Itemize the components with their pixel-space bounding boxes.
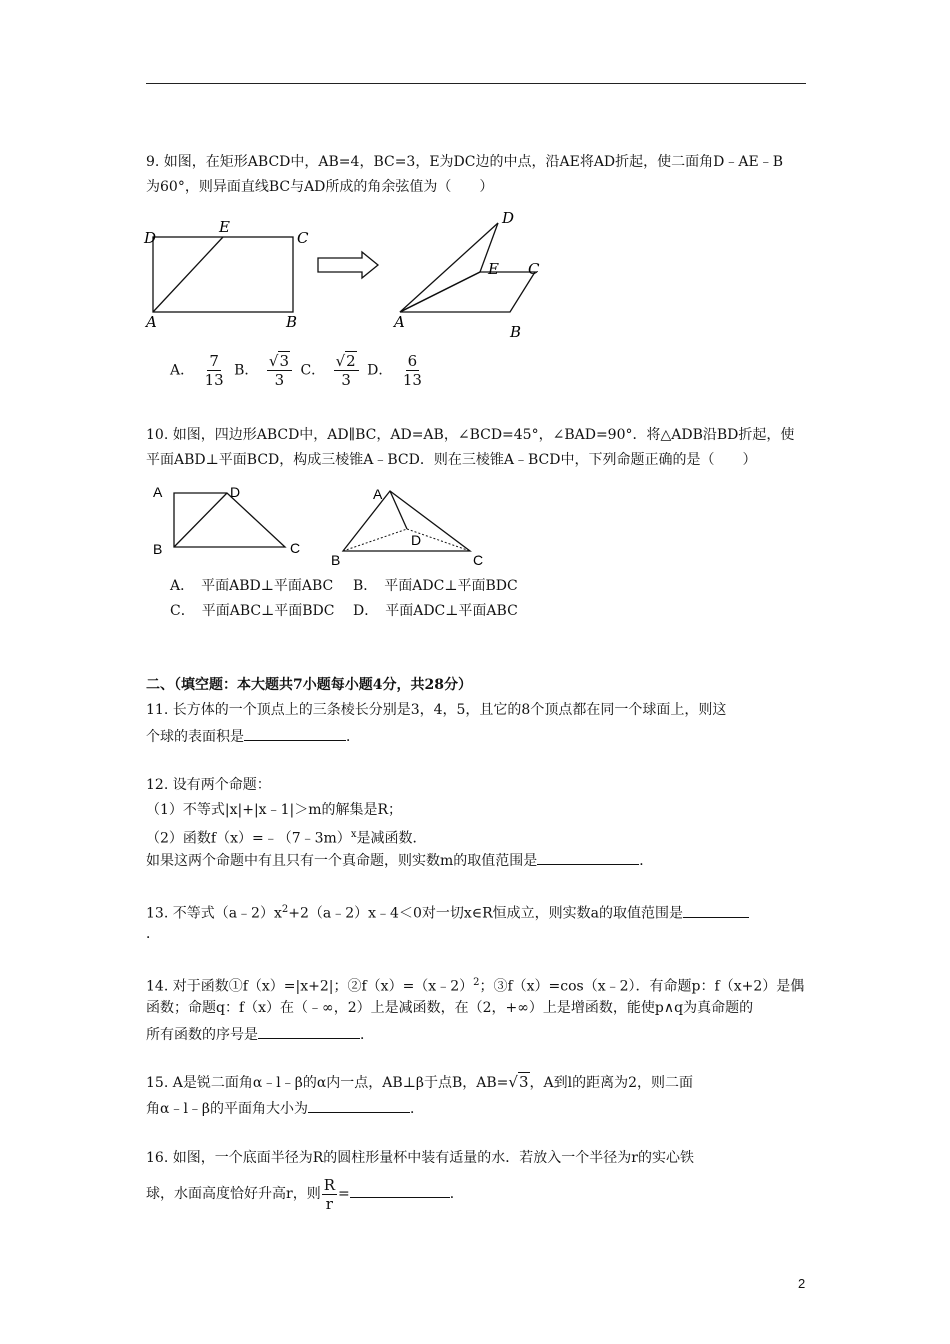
q13-line2: ． (146, 926, 160, 942)
q16-answer-blank[interactable] (350, 1182, 450, 1198)
q14-answer-blank[interactable] (258, 1023, 360, 1039)
q13-line1-b: +2（a﹣2）x﹣4＜0对一切x∈R恒成立，则实数a的取值范围是 (288, 905, 683, 922)
q9-option-a-label: A． (170, 362, 195, 379)
q13-exponent: 2 (281, 904, 289, 915)
q15-line2-text: 角α﹣l﹣β的平面角大小为 (146, 1101, 309, 1117)
q9-option-c-label: C． (300, 362, 326, 379)
q16-line1: 16. 如图，一个底面半径为R的圆柱形量杯中装有适量的水．若放入一个半径为r的实心铁 (146, 1150, 694, 1166)
q9-rectangle (153, 237, 293, 312)
q9-option-b-value (267, 352, 292, 389)
q10-label-a: A (153, 484, 163, 500)
q14-line3-text: 所有函数的序号是 (146, 1027, 258, 1043)
q16-fraction (322, 1176, 337, 1213)
q9-arrow (318, 252, 378, 278)
q9-option-c-sqrt: √2 (335, 352, 356, 370)
q10-tetra-label-a: A (373, 486, 383, 502)
q12-line1: 12. 设有两个命题： (146, 777, 271, 793)
page-number: 2 (798, 1276, 806, 1291)
q16-equals: = (338, 1186, 350, 1202)
q14-exponent: 2 (473, 977, 480, 988)
q12-line4 (146, 849, 653, 871)
q9-option-d-label: D． (367, 362, 393, 379)
q9-option-c-value (334, 352, 359, 389)
q9-option-b-rad: 3 (279, 352, 289, 370)
q9-option-c-den: 3 (341, 371, 351, 389)
q9-line2: 为60°，则异面直线BC与AD所成的角余弦值为（ ） (146, 179, 494, 195)
q11-line2 (146, 725, 360, 747)
q9-option-c-rad: 2 (346, 352, 356, 370)
q15-answer-blank[interactable] (308, 1097, 410, 1113)
q14-line2: 函数；命题q：f（x）在（﹣∞，2）上是减函数，在（2，+∞）上是增函数，能使p∧q为真命题的 (146, 1000, 754, 1016)
q14-line1 (146, 973, 804, 997)
q15-line1-a: 15. A是锐二面角α﹣l﹣β的α内一点，AB⊥β于点B，AB= (146, 1075, 509, 1091)
q14-line1-a: 14. 对于函数①f（x）=|x+2|；②f（x）=（x﹣2） (146, 978, 474, 995)
q12-line4-end: ． (639, 853, 654, 869)
q9-option-d-den: 13 (402, 371, 422, 389)
q15-sqrt: √3 (508, 1073, 529, 1091)
q10-line2: 平面ABD⊥平面BCD，构成三棱锥A﹣BCD．则在三棱锥A﹣BCD中，下列命题正确的是（ ） (146, 452, 757, 468)
q12-answer-blank[interactable] (537, 849, 639, 865)
q16-frac-num: R (323, 1175, 335, 1194)
q9-option-d-num: 6 (407, 352, 418, 370)
q15-rad: 3 (518, 1073, 529, 1091)
q9-fold-label-c: C (528, 260, 540, 278)
q9-fold-label-b: B (510, 323, 522, 341)
q9-fold-line-ae (153, 237, 223, 312)
q12-line3-end: 是减函数． (356, 830, 427, 847)
q10-hidden-bd (343, 529, 407, 551)
q14-line3 (146, 1023, 374, 1045)
q16-line2-text: 球，水面高度恰好升高r，则 (146, 1186, 321, 1202)
q12-exponent: x (350, 829, 357, 840)
q12-line4-text: 如果这两个命题中有且只有一个真命题，则实数m的取值范围是 (146, 853, 538, 869)
q10-option-c: C． 平面ABC⊥平面BDC (170, 603, 335, 619)
q10-tetra-label-c: C (473, 552, 484, 568)
q9-option-b-den: 3 (274, 371, 285, 389)
q9-figure (140, 205, 560, 345)
q9-edge-ad (400, 223, 498, 312)
q9-option-b-sqrt: √3 (268, 352, 289, 370)
q11-line2-text: 个球的表面积是 (146, 729, 244, 745)
q9-label-b: B (286, 313, 298, 331)
q16-frac-den: r (325, 1194, 333, 1213)
q13-line1 (146, 900, 749, 924)
q9-option-b-label: B． (234, 362, 259, 379)
q10-quadrilateral (174, 493, 285, 547)
q16-line2 (146, 1174, 464, 1214)
q10-option-b: B． 平面ADC⊥平面BDC (353, 578, 518, 594)
q10-option-d: D． 平面ADC⊥平面ABC (353, 603, 518, 619)
q9-options (170, 352, 428, 389)
q10-label-c: C (290, 540, 301, 556)
section2-heading: 二、（填空题：本大题共7小题每小题4分，共28分） (146, 677, 472, 693)
q15-line2 (146, 1097, 424, 1119)
q9-option-d-value (401, 352, 424, 389)
q15-line1 (146, 1072, 693, 1093)
q10-tetra-label-d: D (411, 532, 422, 548)
q10-option-a: A． 平面ABD⊥平面ABC (170, 578, 334, 594)
q12-line3 (146, 825, 426, 849)
q13-answer-blank[interactable] (683, 902, 749, 918)
q11-line1: 11. 长方体的一个顶点上的三条棱长分别是3，4，5，且它的8个顶点都在同一个球面上，则这 (146, 702, 727, 718)
header-rule (146, 83, 806, 84)
q9-fold-label-a: A (394, 313, 405, 331)
q11-answer-blank[interactable] (244, 725, 346, 741)
q10-tetra-outline (343, 491, 470, 551)
q12-line3-text: （2）函数f（x）=﹣（7﹣3m） (146, 830, 351, 847)
q10-line1: 10. 如图，四边形ABCD中，AD∥BC，AD=AB，∠BCD=45°，∠BAD=90°．将△ADB沿BD折起，使 (146, 427, 795, 443)
q10-label-b: B (153, 541, 163, 557)
q13-line1-a: 13. 不等式（a﹣2）x (146, 905, 282, 922)
q9-edge-ae (400, 272, 480, 312)
q11-line2-end: ． (346, 729, 360, 745)
q9-option-a-den: 13 (204, 371, 224, 389)
q9-fold-label-d: D (502, 209, 515, 227)
q9-label-e: E (219, 218, 230, 236)
q9-line1: 9. 如图，在矩形ABCD中，AB=4，BC=3，E为DC边的中点，沿AE将AD折起，使二面角D﹣AE﹣B (146, 154, 783, 170)
q16-line2-end: ． (449, 1186, 464, 1202)
q15-line2-end: ． (410, 1101, 425, 1117)
q10-figure (145, 480, 505, 570)
q9-fold-label-e: E (488, 260, 499, 278)
q9-label-a: A (146, 313, 157, 331)
q9-label-d: D (144, 229, 157, 247)
q15-line1-b: ，A到l的距离为2，则二面 (529, 1075, 693, 1091)
q12-line2: （1）不等式|x|+|x﹣1|＞m的解集是R； (146, 802, 403, 818)
q10-label-d: D (230, 484, 241, 500)
q9-option-a-num: 7 (209, 352, 219, 370)
q14-line3-end: ． (360, 1027, 374, 1043)
q10-tetra-label-b: B (331, 552, 341, 568)
q14-line1-b: ；③f（x）=cos（x﹣2）．有命题p：f（x+2）是偶 (479, 978, 805, 995)
q10-diagonal-bd (174, 493, 227, 547)
q9-label-c: C (297, 229, 309, 247)
q9-option-a-value (203, 352, 226, 389)
